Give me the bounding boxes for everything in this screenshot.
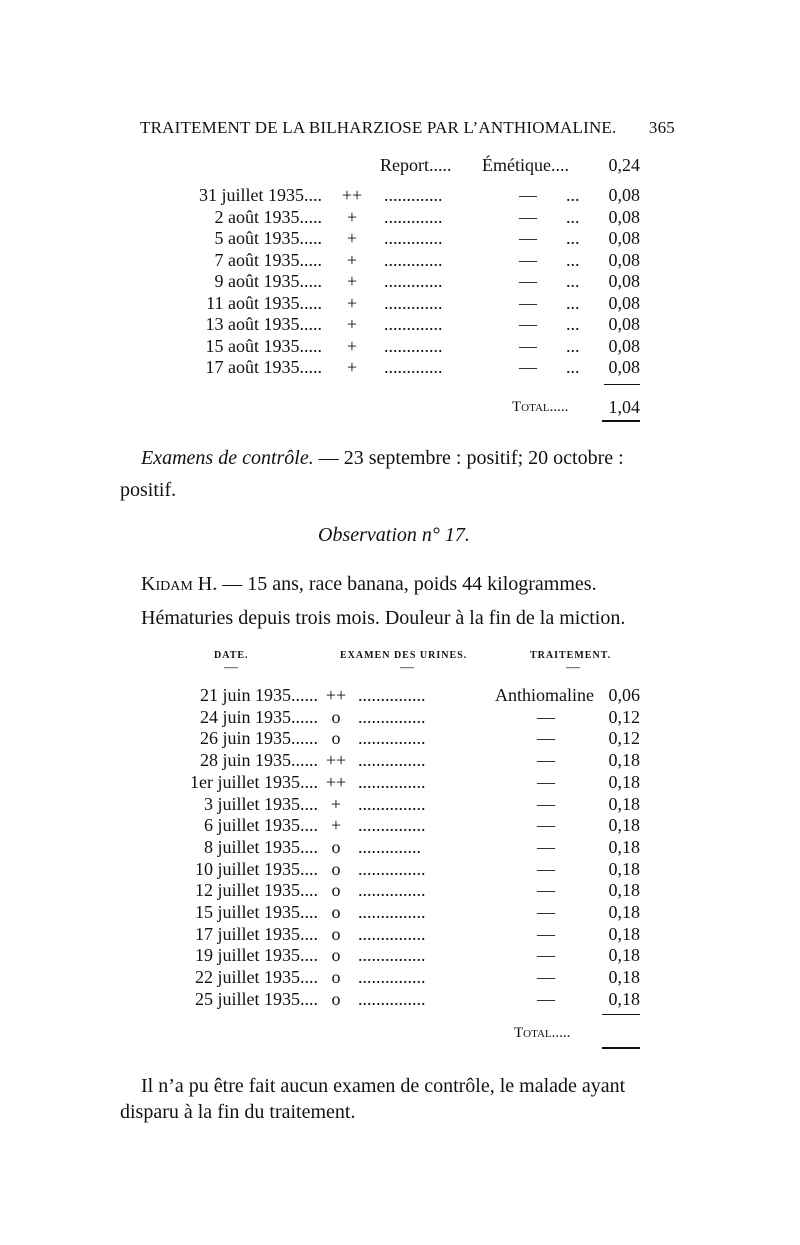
table-row <box>0 313 800 335</box>
row-dots: ............... <box>358 728 426 749</box>
row-treatment: — <box>537 750 555 771</box>
closing-line-2: disparu à la fin du traitement. <box>120 1101 356 1123</box>
table-row <box>0 684 800 706</box>
row-dots: ............. <box>384 292 443 313</box>
row-dots: ............. <box>384 357 443 377</box>
row-date: 13 août 1935..... <box>205 314 322 334</box>
row-dots: ............. <box>384 271 443 291</box>
row-dose: 0,06 <box>608 685 640 705</box>
row-dots: ............... <box>358 880 426 901</box>
table2-total <box>514 1022 604 1044</box>
row-date: 31 juillet 1935.... <box>199 185 322 205</box>
table-row <box>0 836 800 858</box>
row-dose: 0,18 <box>608 793 640 814</box>
row-dose: 0,12 <box>608 728 640 749</box>
row-dose: 0,18 <box>608 945 640 966</box>
patient-details: H. — 15 ans, race banana, poids 44 kilogrammes. <box>197 573 597 595</box>
row-dots: ............. <box>384 206 443 227</box>
row-dots: ... <box>566 206 580 227</box>
row-treatment: — <box>519 335 537 356</box>
row-date: 19 juillet 1935.... <box>195 945 318 966</box>
row-treatment: — <box>519 314 537 334</box>
row-exam: o <box>331 728 341 749</box>
row-dots: ............. <box>384 314 443 334</box>
col-header-exam: EXAMEN DES URINES. <box>340 650 468 661</box>
row-exam: o <box>331 923 341 944</box>
row-exam: ++ <box>325 750 347 771</box>
running-header <box>140 118 675 138</box>
table1-total-rule <box>602 420 640 422</box>
row-exam: o <box>331 945 341 966</box>
row-treatment: — <box>537 923 555 944</box>
row-treatment: — <box>519 206 537 227</box>
row-date: 15 août 1935..... <box>205 335 322 356</box>
row-dots: ............... <box>358 988 426 1009</box>
patient-line-2: Hématuries depuis trois mois. Douleur à la fin de la miction. <box>141 607 626 629</box>
row-treatment: — <box>537 880 555 901</box>
row-dose: 0,18 <box>608 836 640 857</box>
row-dots: ............... <box>358 685 426 705</box>
row-dots: ............... <box>358 858 426 879</box>
col-header-date: DATE. <box>214 650 249 661</box>
row-dose: 0,12 <box>608 706 640 727</box>
row-exam: + <box>346 335 358 356</box>
row-date: 3 juillet 1935.... <box>204 793 318 814</box>
row-dots: ... <box>566 314 580 334</box>
table-row <box>0 270 800 292</box>
row-treatment: Anthiomaline <box>495 685 594 705</box>
row-date: 11 août 1935..... <box>206 292 322 313</box>
row-exam: + <box>346 357 358 377</box>
row-dose: 0,18 <box>608 815 640 836</box>
table-row <box>0 966 800 988</box>
row-dots: ... <box>566 271 580 291</box>
table-row <box>0 879 800 901</box>
running-title: TRAITEMENT DE LA BILHARZIOSE PAR L’ANTHIOMALINE. <box>140 118 617 137</box>
row-dose: 0,18 <box>608 988 640 1009</box>
row-dose: 0,08 <box>608 206 640 227</box>
row-dots: ............. <box>384 335 443 356</box>
table2-total-rule <box>602 1047 640 1049</box>
row-treatment: — <box>537 706 555 727</box>
row-dots: ............. <box>384 228 443 248</box>
row-date: 17 août 1935..... <box>205 357 322 377</box>
row-treatment: — <box>537 728 555 749</box>
table2-sum-rule <box>602 1014 640 1015</box>
row-dose: 0,08 <box>608 228 640 248</box>
col-header-treatment: TRAITEMENT. <box>530 650 612 661</box>
table2-total-label: Total..... <box>514 1025 571 1041</box>
row-dots: ... <box>566 185 580 205</box>
row-date: 17 juillet 1935.... <box>195 923 318 944</box>
row-dots: ............. <box>384 185 443 205</box>
row-dots: .............. <box>358 836 421 857</box>
row-exam: ++ <box>325 685 347 705</box>
row-treatment: — <box>537 836 555 857</box>
row-dose: 0,08 <box>608 335 640 356</box>
closing-line-1: Il n’a pu être fait aucun examen de contrôle, le malade ayant <box>141 1075 626 1097</box>
patient-line-1 <box>141 568 597 600</box>
report-line <box>380 154 640 176</box>
control-exams-label: Examens de contrôle. <box>141 447 314 469</box>
row-treatment: — <box>519 292 537 313</box>
table-row <box>0 206 800 228</box>
row-exam: o <box>331 706 341 727</box>
row-dose: 0,18 <box>608 858 640 879</box>
table-row <box>0 988 800 1010</box>
table-row <box>0 184 800 206</box>
row-dots: ............... <box>358 945 426 966</box>
row-dots: ............. <box>384 249 443 270</box>
table-row <box>0 249 800 271</box>
row-date: 12 juillet 1935.... <box>195 880 318 901</box>
row-dots: ............... <box>358 771 426 792</box>
observation-title: Observation n° 17. <box>318 524 470 546</box>
row-dots: ... <box>566 292 580 313</box>
row-exam: o <box>331 988 341 1009</box>
row-treatment: — <box>537 902 555 922</box>
table1-sum-rule <box>604 384 640 385</box>
row-date: 9 août 1935..... <box>214 271 322 291</box>
row-dose: 0,08 <box>608 357 640 377</box>
table1-total <box>512 396 640 418</box>
row-dots: ............... <box>358 967 426 988</box>
row-exam: + <box>330 815 342 836</box>
row-dots: ............... <box>358 815 426 836</box>
row-dose: 0,18 <box>608 967 640 988</box>
row-treatment: — <box>537 793 555 814</box>
table-row <box>0 771 800 793</box>
row-dots: ............... <box>358 923 426 944</box>
row-exam: + <box>346 228 358 248</box>
row-dots: ... <box>566 357 580 377</box>
row-dose: 0,08 <box>608 271 640 291</box>
row-exam: + <box>346 271 358 291</box>
table-row <box>0 356 800 378</box>
control-exams-paragraph <box>141 442 681 474</box>
col-dash-exam: — <box>400 660 414 675</box>
row-dots: ............... <box>358 750 426 771</box>
row-treatment: — <box>537 815 555 836</box>
row-dose: 0,08 <box>608 185 640 205</box>
report-label: Report..... <box>380 155 452 175</box>
row-treatment: — <box>519 271 537 291</box>
row-dots: ... <box>566 249 580 270</box>
row-dots: ............... <box>358 793 426 814</box>
row-treatment: — <box>537 945 555 966</box>
table-row <box>0 814 800 836</box>
row-date: 1er juillet 1935.... <box>190 771 318 792</box>
table1-total-label: Total..... <box>512 399 569 415</box>
row-exam: o <box>331 836 341 857</box>
table-row <box>0 727 800 749</box>
row-date: 8 juillet 1935.... <box>204 836 318 857</box>
page-number: 365 <box>648 118 675 137</box>
row-exam: o <box>331 902 341 922</box>
row-dose: 0,18 <box>608 902 640 922</box>
table-row <box>0 227 800 249</box>
row-exam: + <box>346 249 358 270</box>
row-date: 21 juin 1935...... <box>199 685 318 705</box>
row-dose: 0,08 <box>608 292 640 313</box>
row-treatment: — <box>519 185 537 205</box>
control-exams-text: — 23 septembre : positif; 20 octobre : <box>318 447 624 469</box>
table-row <box>0 292 800 314</box>
table-row <box>0 901 800 923</box>
row-date: 10 juillet 1935.... <box>195 858 318 879</box>
row-date: 5 août 1935..... <box>214 228 322 248</box>
row-treatment: — <box>519 249 537 270</box>
row-date: 2 août 1935..... <box>214 206 322 227</box>
row-exam: ++ <box>325 771 347 792</box>
row-date: 24 juin 1935...... <box>199 706 318 727</box>
row-exam: o <box>331 967 341 988</box>
row-dose: 0,18 <box>608 771 640 792</box>
row-dose: 0,18 <box>608 750 640 771</box>
row-treatment: — <box>537 771 555 792</box>
row-date: 22 juillet 1935.... <box>195 967 318 988</box>
row-dots: ............... <box>358 706 426 727</box>
table-row <box>0 706 800 728</box>
row-date: 15 juillet 1935.... <box>195 902 318 922</box>
col-dash-treatment: — <box>566 660 580 675</box>
table-row <box>0 793 800 815</box>
row-exam: o <box>331 858 341 879</box>
row-date: 6 juillet 1935.... <box>204 815 318 836</box>
row-dots: ... <box>566 228 580 248</box>
row-date: 28 juin 1935...... <box>199 750 318 771</box>
row-exam: + <box>330 793 342 814</box>
row-exam: ++ <box>341 185 363 205</box>
row-dose: 0,18 <box>608 923 640 944</box>
row-date: 26 juin 1935...... <box>199 728 318 749</box>
row-treatment: — <box>537 858 555 879</box>
row-dose: 0,08 <box>608 314 640 334</box>
table1-total-value: 1,04 <box>608 397 640 417</box>
control-exams-text-2: positif. <box>120 479 177 501</box>
row-exam: + <box>346 292 358 313</box>
table-row <box>0 923 800 945</box>
patient-name: Kidam <box>141 573 193 595</box>
row-dots: ............... <box>358 902 426 922</box>
row-treatment: — <box>537 967 555 988</box>
row-treatment: — <box>519 228 537 248</box>
table-row <box>0 749 800 771</box>
table-row <box>0 944 800 966</box>
row-exam: o <box>331 880 341 901</box>
row-dose: 0,08 <box>608 249 640 270</box>
row-date: 25 juillet 1935.... <box>195 988 318 1009</box>
table-row <box>0 335 800 357</box>
table-row <box>0 858 800 880</box>
row-exam: + <box>346 314 358 334</box>
row-treatment: — <box>537 988 555 1009</box>
row-date: 7 août 1935..... <box>214 249 322 270</box>
report-drug: Émétique.... <box>482 155 569 175</box>
col-dash-date: — <box>224 660 238 675</box>
row-exam: + <box>346 206 358 227</box>
row-dots: ... <box>566 335 580 356</box>
report-value: 0,24 <box>608 155 640 175</box>
row-treatment: — <box>519 357 537 377</box>
row-dose: 0,18 <box>608 880 640 901</box>
